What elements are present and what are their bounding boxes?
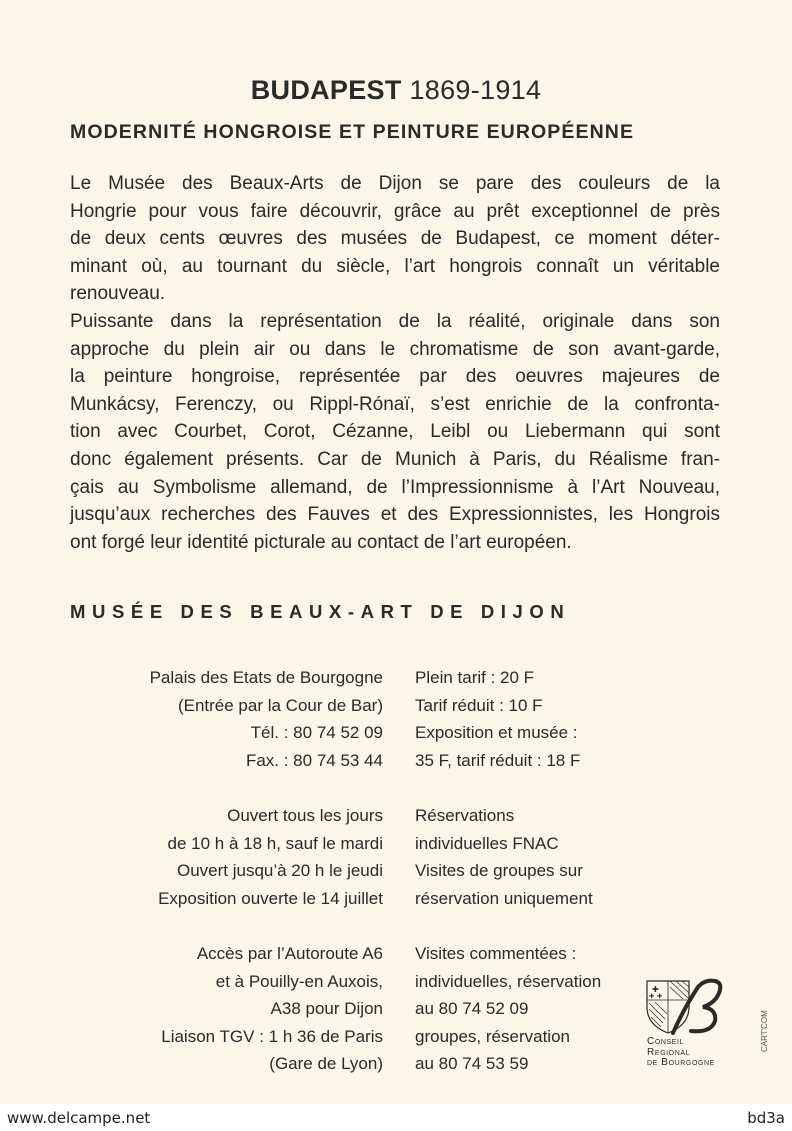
text-line: minant où, au tournant du siècle, l’art hongrois connaît un véritable bbox=[70, 255, 720, 277]
reservation-line: individuelles FNAC bbox=[415, 833, 559, 853]
svg-text:✚: ✚ bbox=[649, 993, 655, 1000]
address-block bbox=[150, 664, 383, 774]
text-line: approche du plein air ou dans le chromatisme de son avant-garde, bbox=[70, 338, 720, 360]
fax-line: Fax. : 80 74 53 44 bbox=[245, 750, 383, 770]
text-line: Munkácsy, Ferenczy, ou Rippl-Rónaï, s’est enrichie de la confronta- bbox=[70, 393, 720, 415]
paragraph-2 bbox=[70, 308, 720, 556]
text-line: donc également présents. Car de Munich à Paris, du Réalisme fran- bbox=[70, 448, 720, 470]
text-line: la peinture hongroise, représentée par des oeuvres majeures de bbox=[70, 366, 720, 388]
text-line: renouveau. bbox=[70, 283, 166, 305]
hours-line: Ouvert jusqu’à 20 h le jeudi bbox=[176, 861, 383, 881]
prices-block bbox=[415, 664, 580, 774]
printer-credit: CART'COM bbox=[760, 1010, 769, 1052]
price-line: Exposition et musée : bbox=[415, 723, 578, 743]
guided-tours-block bbox=[415, 940, 601, 1078]
access-line: (Gare de Lyon) bbox=[269, 1054, 383, 1074]
tour-line: au 80 74 53 59 bbox=[415, 1054, 529, 1074]
text-line: jusqu’aux recherches des Fauves et des Expressionnistes, les Hongrois bbox=[70, 504, 720, 526]
price-line: Tarif réduit : 10 F bbox=[415, 695, 543, 715]
logo-text bbox=[647, 1037, 715, 1069]
tour-line: groupes, réservation bbox=[415, 1026, 570, 1046]
page-subtitle: MODERNITÉ HONGROISE ET PEINTURE EUROPÉENNE bbox=[70, 121, 635, 143]
access-line: Liaison TGV : 1 h 36 de Paris bbox=[161, 1026, 383, 1046]
text-line: ont forgé leur identité picturale au contact de l’art européen. bbox=[70, 531, 572, 553]
museum-heading: MUSÉE DES BEAUX-ART DE DIJON bbox=[70, 601, 571, 622]
reservation-line: Visites de groupes sur bbox=[415, 861, 583, 881]
access-line: A38 pour Dijon bbox=[270, 999, 383, 1019]
hours-line: Exposition ouverte le 14 juillet bbox=[158, 888, 383, 908]
text-line: de deux cents œuvres des musées de Budapest, ce moment déter- bbox=[70, 228, 720, 250]
text-line: çais au Symbolisme allemand, de l’Impressionnisme à l’Art Nouveau, bbox=[70, 476, 720, 498]
footer-code: bd3a bbox=[747, 1109, 785, 1127]
hours-block bbox=[158, 802, 383, 912]
text-line: tion avec Courbet, Corot, Cézanne, Leibl ou Liebermann qui sont bbox=[70, 421, 720, 443]
text-line: Le Musée des Beaux-Arts de Dijon se pare des couleurs de la bbox=[70, 173, 720, 194]
footer-site-link[interactable]: www.delcampe.net bbox=[7, 1109, 151, 1127]
logo-line: Conseil bbox=[647, 1036, 685, 1047]
page-title bbox=[0, 75, 792, 106]
svg-text:✚: ✚ bbox=[657, 993, 663, 1000]
reservations-block bbox=[415, 802, 593, 912]
footer-bar bbox=[0, 1104, 792, 1131]
hours-line: de 10 h à 18 h, sauf le mardi bbox=[167, 833, 383, 853]
access-line: Accès par l’Autoroute A6 bbox=[196, 944, 383, 963]
text-line: Puissante dans la représentation de la réalité, originale dans son bbox=[70, 310, 720, 332]
text-line: Hongrie pour vous faire découvrir, grâce au prêt exceptionnel de près bbox=[70, 200, 720, 222]
price-line: 35 F, tarif réduit : 18 F bbox=[415, 750, 581, 770]
reservation-line: réservation uniquement bbox=[415, 888, 593, 908]
reservation-line: Réservations bbox=[415, 806, 515, 825]
paragraph-1 bbox=[70, 170, 720, 308]
hours-line: Ouvert tous les jours bbox=[227, 806, 383, 825]
tour-line: individuelles, réservation bbox=[415, 971, 602, 991]
logo-line: de Bourgogne bbox=[647, 1057, 715, 1068]
tour-line: Visites commentées : bbox=[415, 944, 577, 963]
address-line: (Entrée par la Cour de Bar) bbox=[177, 695, 383, 715]
address-line: Palais des Etats de Bourgogne bbox=[149, 668, 383, 687]
access-block bbox=[161, 940, 383, 1078]
body-text bbox=[70, 170, 720, 556]
phone-line: Tél. : 80 74 52 09 bbox=[250, 723, 383, 743]
title-main: BUDAPEST bbox=[250, 75, 402, 105]
title-years: 1869-1914 bbox=[409, 75, 542, 105]
logo-line: Regional bbox=[647, 1046, 691, 1058]
svg-text:✚: ✚ bbox=[652, 985, 659, 994]
access-line: et à Pouilly-en Auxois, bbox=[215, 971, 383, 991]
tour-line: au 80 74 52 09 bbox=[415, 999, 529, 1019]
price-line: Plein tarif : 20 F bbox=[415, 668, 535, 687]
